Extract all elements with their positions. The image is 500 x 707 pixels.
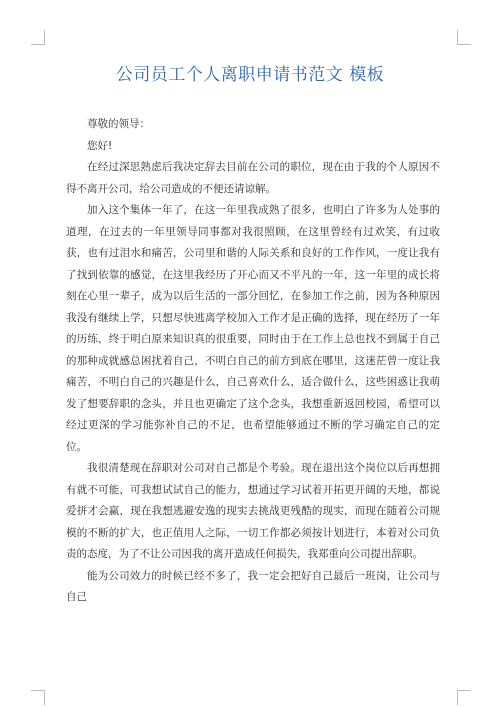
greeting: 您好! — [87, 139, 113, 152]
crop-mark-bottom-left-h — [31, 690, 45, 691]
crop-mark-bottom-right-v — [457, 690, 458, 705]
paragraph-2: 加入这个集体一年了，在这一年里我成熟了很多，也明白了许多为人处事的道理，在过去的一年里领导同事都对我很照顾，在这里曾经有过欢笑，有过收获，也有过泪水和痛苦，公司里和谐的人际关系和良好的工作作风，一度让我有了找到依靠的感觉，在这里我经历了开心而又不平凡的一年，这一年里的成长将刻在心里一辈子，成为以后生活的一部分回忆，在参加工作之前，因为各种原因我没有继续上学，只想尽快逃离学校加入工作才是正确的选择，现在经历了一年的历练，终于明白原来知识真的很重要，同时由于在工作上总也找不到属于自己的那种成就感总困扰着自己，不明白自己的前方到底在哪里，这迷茫曾一度让我痛苦，不明白自己的兴趣是什么，自己喜欢什么，适合做什么，这些困惑让我萌发了想要辞职的念头，并且也更确定了这个念头，我想重新返回校园，希望可以经过更深的学习能弥补自己的不足，也希望能够通过不断的学习确定自己的定位。 — [66, 204, 440, 453]
document-body — [66, 114, 440, 609]
salutation: 尊敬的领导： — [87, 118, 150, 130]
crop-mark-top-left-h — [31, 44, 45, 45]
crop-mark-top-right-v — [457, 30, 458, 45]
crop-mark-bottom-right-h — [457, 690, 471, 691]
paragraph-4: 能为公司效力的时候已经不多了，我一定会把好自己最后一班岗，让公司与自己 — [66, 569, 440, 603]
crop-mark-top-right-h — [457, 44, 471, 45]
document-title: 公司员工个人离职申请书范文 模板 — [115, 65, 385, 85]
paragraph-3: 我很清楚现在辞职对公司对自己都是个考验。现在退出这个岗位以后再想拥有就不可能，可我想试试自己的能力，想通过学习试着开拓更开阔的天地，都说爱拼才会赢，现在我想逃避安逸的现实去挑战更残酷的现实，而现在随着公司规模的不断的扩大，也正值用人之际，一切工作都必须按计划进行，本着对公司负责的态度，为了不让公司因我的离开造成任何损失，我郑重向公司提出辞职。 — [66, 462, 440, 560]
crop-mark-bottom-left-v — [44, 690, 45, 705]
crop-mark-top-left-v — [44, 30, 45, 45]
paragraph-1: 在经过深思熟虑后我决定辞去目前在公司的职位，现在由于我的个人原因不得不离开公司，给公司造成的不便还请谅解。 — [66, 161, 440, 195]
